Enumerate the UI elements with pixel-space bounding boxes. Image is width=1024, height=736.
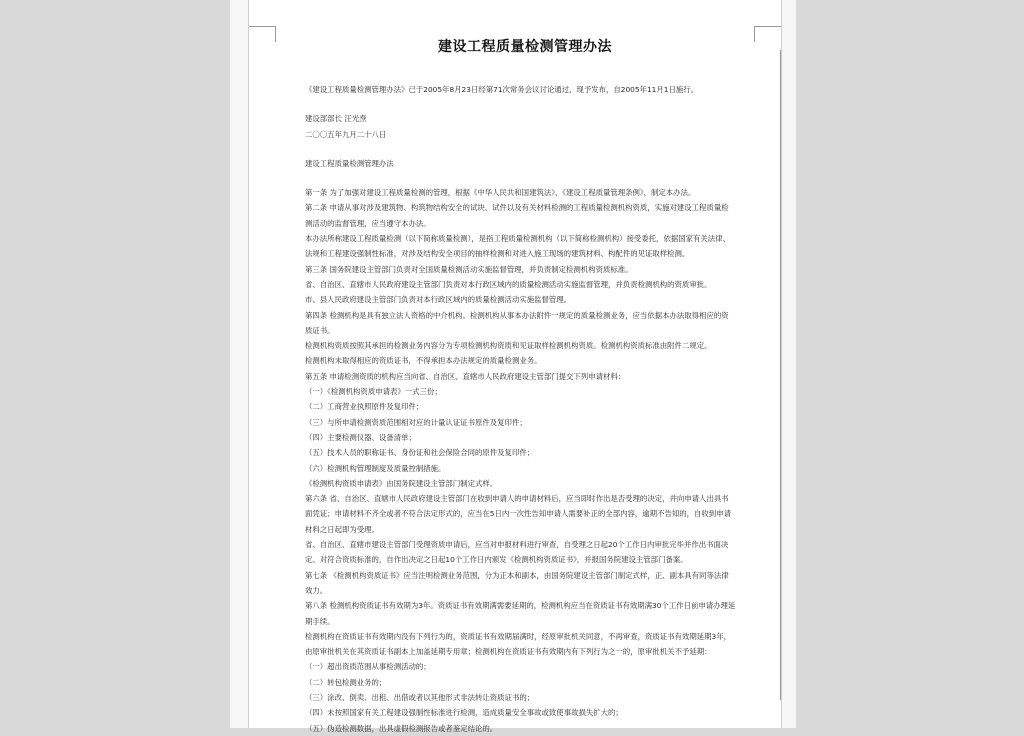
body-line: 第二条 申请从事对涉及建筑物、构筑物结构安全的试块、试件以及有关材料检测的工程质量检测机构资质，实施对建设工程质量检 [305,203,729,213]
body-line: 第六条 省、自治区、直辖市人民政府建设主管部门在收到申请人的申请材料后，应当即时作出是否受理的决定，并向申请人出具书 [305,494,729,504]
page-left-gutter [230,0,248,728]
document-subtitle: 建设工程质量检测管理办法 [305,158,394,168]
body-line: （一）《检测机构资质申请表》一式三份； [305,387,442,397]
body-line: （四）未按照国家有关工程建设强制性标准进行检测，造成质量安全事故或致使事故损失扩大的； [305,708,623,718]
body-line: 定。对符合资质标准的，自作出决定之日起10个工作日内颁发《检测机构资质证书》，并报国务院建设主管部门备案。 [305,555,688,565]
body-line: 检测机构在资质证书有效期内没有下列行为的，资质证书有效期届满时，经原审批机关同意，不再审查，资质证书有效期延期3年， [305,631,731,641]
document-body [305,185,745,736]
issue-date: 二〇〇五年九月二十八日 [305,129,387,139]
body-line: 期手续。 [305,616,335,626]
document-title: 建设工程质量检测管理办法 [438,39,612,55]
intro-paragraph: 《建设工程质量检测管理办法》已于2005年8月23日经第71次常务会议讨论通过，现予发布，自2005年11月1日施行。 [305,85,699,94]
body-line: （六）检测机构管理制度及质量控制措施。 [305,463,446,473]
body-line: 由原审批机关在其资质证书副本上加盖延期专用章；检测机构在资质证书有效期内有下列行为之一的，原审批机关不予延期： [305,647,712,657]
body-line: 第一条 为了加强对建设工程质量检测的管理，根据《中华人民共和国建筑法》、《建设工程质量管理条例》，制定本办法。 [305,188,696,198]
body-line: （三）涂改、倒卖、出租、出借或者以其他形式非法转让资质证书的； [305,692,535,702]
body-line: （二）工商营业执照原件及复印件； [305,402,424,412]
body-line: 第四条 检测机构是具有独立法人资格的中介机构。检测机构从事本办法附件一规定的质量检测业务，应当依据本办法取得相应的资 [305,310,729,320]
body-line: 第五条 申请检测资质的机构应当向省、自治区、直辖市人民政府建设主管部门提交下列申请材料： [305,371,626,381]
crop-mark-right-edge [780,50,781,700]
crop-mark-right-vertical [754,26,755,42]
crop-mark-left-vertical [275,26,276,42]
body-line: （四）主要检测仪器、设备清单； [305,432,416,442]
body-line: （五）伪造检测数据，出具虚假检测报告或者鉴定结论的。 [305,723,498,733]
body-line: （一）超出资质范围从事检测活动的； [305,662,431,672]
body-line: （五）技术人员的职称证书、身份证和社会保险合同的原件及复印件； [305,448,535,458]
body-line: 省、自治区、直辖市人民政府建设主管部门负责对本行政区域内的质量检测活动实施监督管理，并负责检测机构的资质审批。 [305,279,712,289]
body-line: 检测机构未取得相应的资质证书，不得承担本办法规定的质量检测业务。 [305,356,542,366]
body-line: 《检测机构资质申请表》由国务院建设主管部门制定式样。 [305,478,498,488]
document-content [305,36,745,736]
crop-mark-top-right [755,26,781,27]
body-line: 第七条 《检测机构资质证书》应当注明检测业务范围，分为正本和副本，由国务院建设主管部门制定式样，正、副本具有同等法律 [305,570,729,580]
document-page [248,0,782,733]
body-line: 质证书。 [305,325,335,335]
crop-mark-top-left [249,26,275,27]
body-line: 材料之日起即为受理。 [305,524,379,534]
body-line: 法规和工程建设强制性标准，对涉及结构安全项目的抽样检测和对进入施工现场的建筑材料、构配件的见证取样检测。 [305,249,690,259]
signatory: 建设部部长 汪光焘 [305,114,367,124]
body-line: 检测机构资质按照其承担的检测业务内容分为专项检测机构资质和见证取样检测机构资质。检测机构资质标准由附件二规定。 [305,341,712,351]
body-line: 面凭证；申请材料不齐全或者不符合法定形式的，应当在5日内一次性告知申请人需要补正的全部内容，逾期不告知的，自收到申请 [305,509,731,519]
page-right-gutter [782,0,796,728]
body-line: 测活动的监督管理，应当遵守本办法。 [305,218,431,228]
body-line: 市、县人民政府建设主管部门负责对本行政区域内的质量检测活动实施监督管理。 [305,295,572,305]
body-line: 效力。 [305,585,328,595]
body-line: 本办法所称建设工程质量检测（以下简称质量检测），是指工程质量检测机构（以下简称检测机构）接受委托，依据国家有关法律、 [305,234,730,244]
body-line: 第八条 检测机构资质证书有效期为3年。资质证书有效期满需要延期的，检测机构应当在资质证书有效期满30个工作日前申请办理延 [305,601,736,611]
body-line: 第三条 国务院建设主管部门负责对全国质量检测活动实施监督管理，并负责制定检测机构资质标准。 [305,264,633,274]
body-line: 省、自治区、直辖市建设主管部门受理资质申请后，应当对申报材料进行审查，自受理之日起20个工作日内审批完毕并作出书面决 [305,540,729,550]
body-line: （二）转包检测业务的； [305,677,387,687]
body-line: （三）与所申请检测资质范围相对应的计量认证证书原件及复印件； [305,417,527,427]
